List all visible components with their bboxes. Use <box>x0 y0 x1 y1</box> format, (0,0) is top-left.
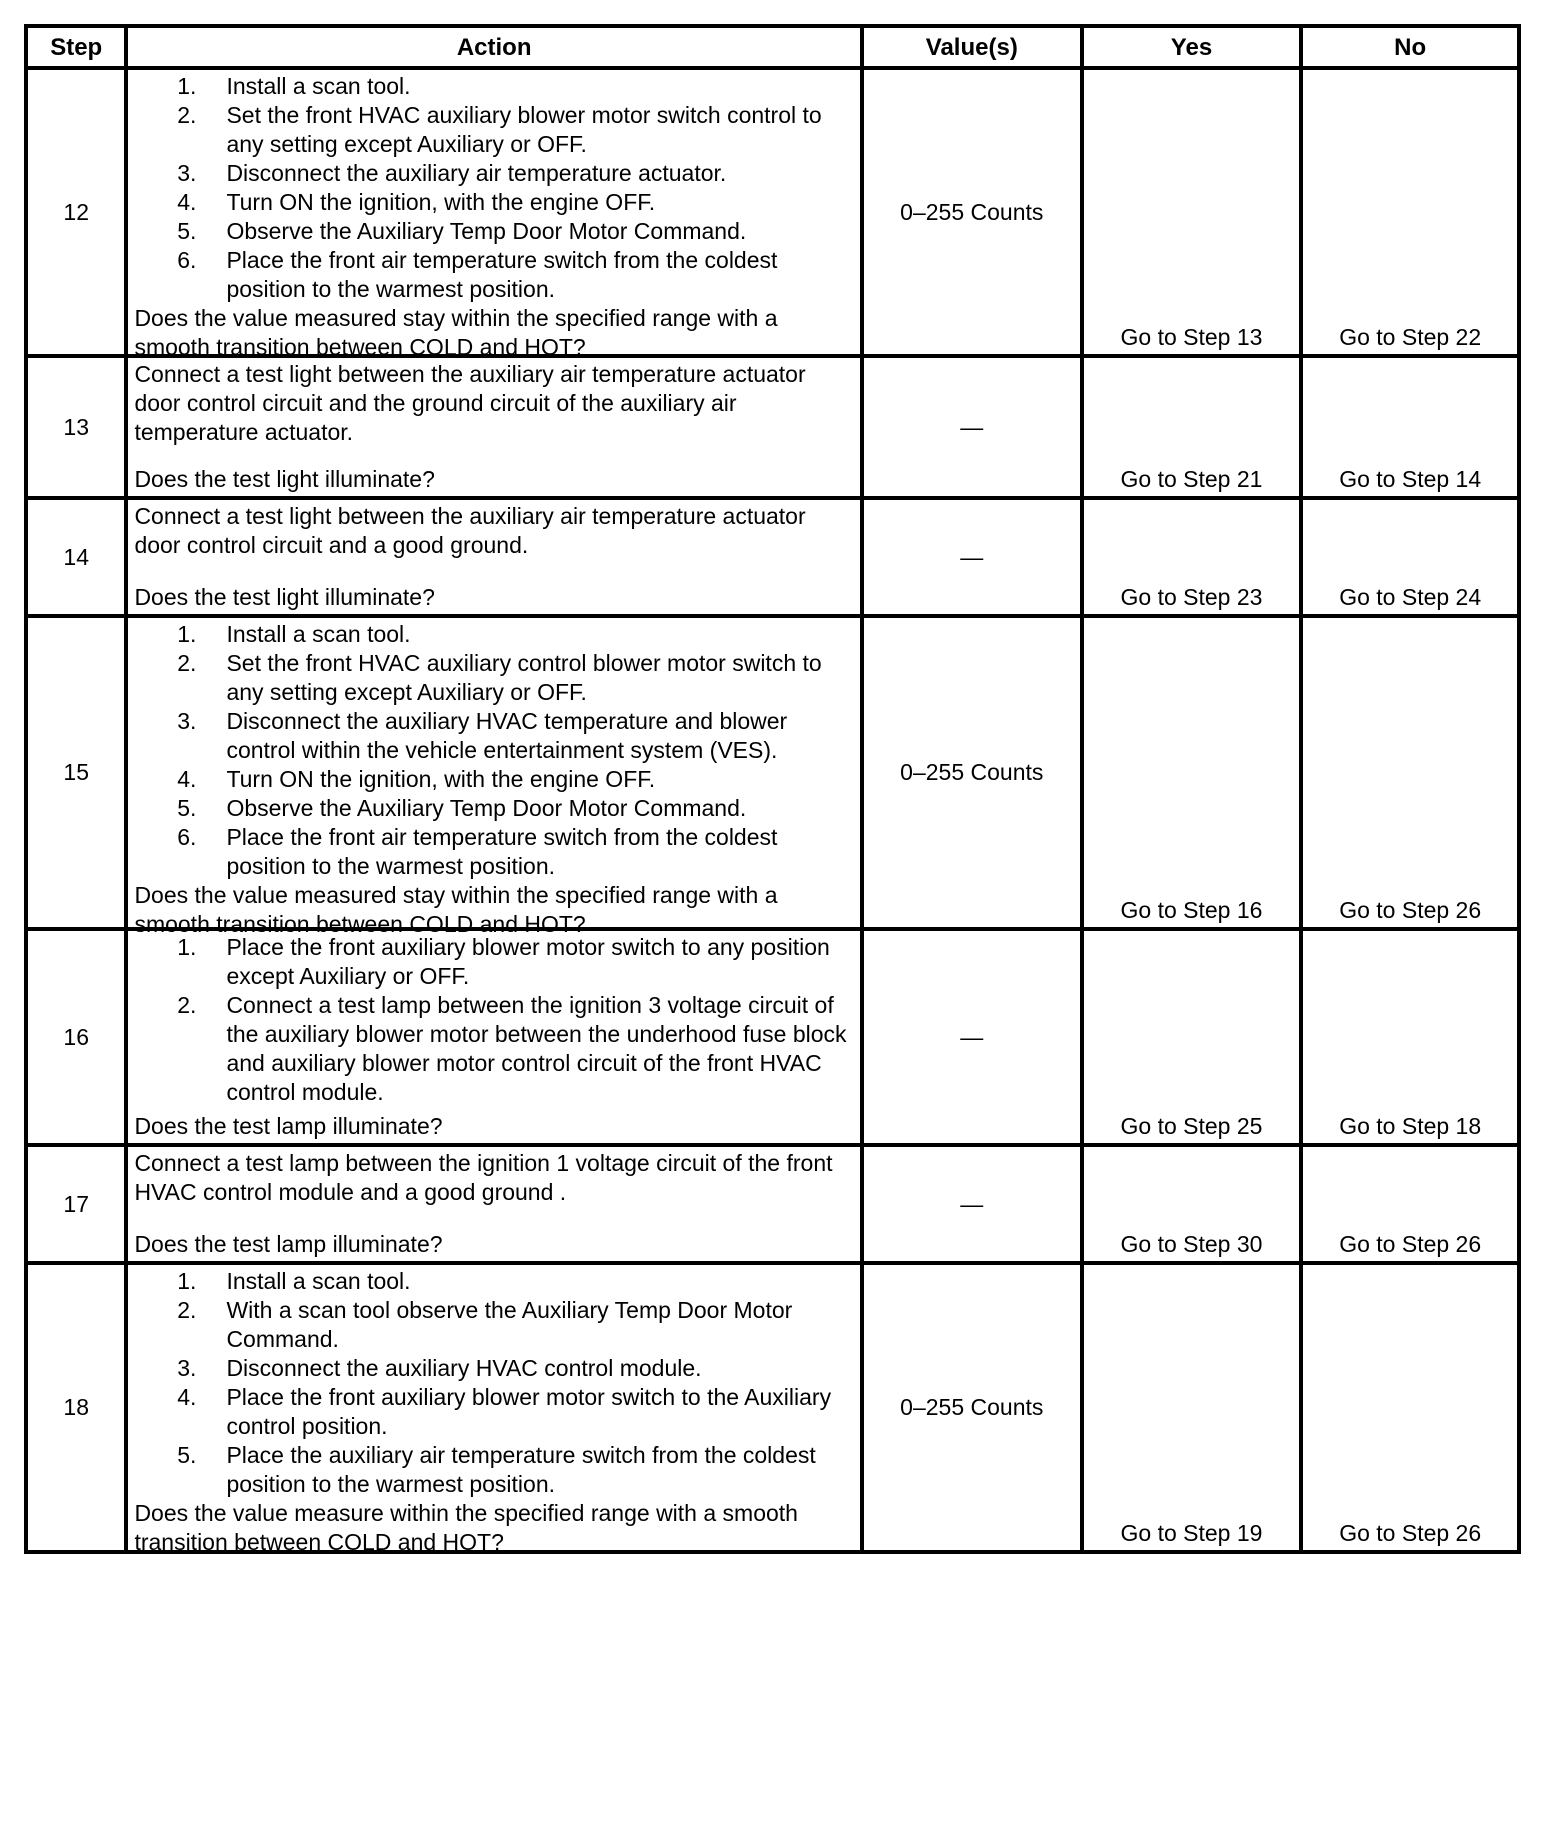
action-step-item <box>134 933 854 991</box>
action-instructions <box>134 1149 854 1207</box>
table-row <box>26 1263 1519 1552</box>
header-no: No <box>1301 26 1519 68</box>
action-question: Does the test lamp illuminate? <box>134 1113 443 1139</box>
step-number: 18 <box>26 1263 126 1552</box>
action-instructions <box>134 502 854 560</box>
action-step-item <box>134 1441 854 1499</box>
action-content <box>134 1267 854 1555</box>
action-step-item <box>134 649 854 707</box>
action-question: Does the value measured stay within the specified range with a smooth transition between COLD and HOT? <box>134 305 778 360</box>
action-step-item <box>134 72 854 101</box>
action-instructions <box>134 72 854 304</box>
action-step-number: 6. <box>177 247 197 273</box>
value-cell: 0–255 Counts <box>862 68 1082 356</box>
action-step-number: 1. <box>177 621 197 647</box>
value-cell: 0–255 Counts <box>862 616 1082 929</box>
action-step-list <box>134 72 854 304</box>
action-intro: Connect a test lamp between the ignition 1 voltage circuit of the front HVAC control module and a good ground . <box>134 1150 833 1205</box>
action-step-item <box>134 101 854 159</box>
action-step-text: Install a scan tool. <box>226 73 411 99</box>
action-step-text: Disconnect the auxiliary air temperature actuator. <box>226 160 727 186</box>
action-step-number: 1. <box>177 934 197 960</box>
action-step-text: Set the front HVAC auxiliary control blower motor switch to any setting except Auxiliary or OFF. <box>226 650 822 705</box>
action-step-item <box>134 1354 854 1383</box>
no-cell: Go to Step 26 <box>1301 1145 1519 1263</box>
action-step-item <box>134 188 854 217</box>
action-step-text: Turn ON the ignition, with the engine OFF. <box>226 189 656 215</box>
action-cell <box>126 929 862 1145</box>
action-cell <box>126 1145 862 1263</box>
action-step-number: 3. <box>177 708 197 734</box>
action-step-list <box>134 933 854 1107</box>
action-step-text: Observe the Auxiliary Temp Door Motor Command. <box>226 218 747 244</box>
value-cell: — <box>862 1145 1082 1263</box>
table-row <box>26 1145 1519 1263</box>
action-content <box>134 502 854 612</box>
diagnostic-table <box>24 24 1521 1554</box>
value-cell: — <box>862 498 1082 616</box>
step-number: 12 <box>26 68 126 356</box>
action-step-number: 2. <box>177 1297 197 1323</box>
header-row <box>26 26 1519 68</box>
action-cell <box>126 1263 862 1555</box>
action-question: Does the test lamp illuminate? <box>134 1231 443 1257</box>
action-content <box>134 1149 854 1259</box>
table-row <box>26 616 1519 929</box>
header-yes: Yes <box>1082 26 1302 68</box>
yes-cell: Go to Step 13 <box>1082 68 1302 356</box>
table-row <box>26 929 1519 1145</box>
action-step-number: 2. <box>177 102 197 128</box>
action-intro: Connect a test light between the auxiliary air temperature actuator door control circuit and a good ground. <box>134 503 806 558</box>
action-step-number: 6. <box>177 824 197 850</box>
no-cell: Go to Step 24 <box>1301 498 1519 616</box>
yes-cell: Go to Step 23 <box>1082 498 1302 616</box>
no-cell: Go to Step 22 <box>1301 68 1519 356</box>
action-step-number: 2. <box>177 650 197 676</box>
value-cell: — <box>862 929 1082 1145</box>
action-step-item <box>134 246 854 304</box>
action-instructions <box>134 620 854 881</box>
action-step-text: With a scan tool observe the Auxiliary Temp Door Motor Command. <box>226 1297 793 1352</box>
action-step-text: Place the front air temperature switch from the coldest position to the warmest position. <box>226 247 778 302</box>
action-cell <box>126 68 862 360</box>
step-number: 15 <box>26 616 126 929</box>
action-step-number: 1. <box>177 1268 197 1294</box>
action-instructions <box>134 1267 854 1499</box>
action-step-text: Install a scan tool. <box>226 1268 411 1294</box>
no-cell: Go to Step 14 <box>1301 356 1519 498</box>
action-step-item <box>134 620 854 649</box>
action-step-number: 2. <box>177 992 197 1018</box>
step-number: 17 <box>26 1145 126 1263</box>
action-content <box>134 72 854 360</box>
yes-cell: Go to Step 30 <box>1082 1145 1302 1263</box>
action-step-item <box>134 707 854 765</box>
action-step-text: Observe the Auxiliary Temp Door Motor Command. <box>226 795 747 821</box>
table-row <box>26 356 1519 498</box>
action-question: Does the value measure within the specified range with a smooth transition between COLD and HOT? <box>134 1500 798 1555</box>
value-cell: 0–255 Counts <box>862 1263 1082 1552</box>
action-step-text: Place the front auxiliary blower motor switch to the Auxiliary control position. <box>226 1384 832 1439</box>
action-step-number: 3. <box>177 1355 197 1381</box>
header-step: Step <box>26 26 126 68</box>
action-step-number: 4. <box>177 189 197 215</box>
action-content <box>134 933 854 1141</box>
header-values: Value(s) <box>862 26 1082 68</box>
no-cell: Go to Step 26 <box>1301 616 1519 929</box>
action-question: Does the test light illuminate? <box>134 466 435 492</box>
action-step-text: Connect a test lamp between the ignition 3 voltage circuit of the auxiliary blower motor between the underhood fuse block and auxiliary blower motor control circuit of the front HVAC control module. <box>226 992 847 1105</box>
action-step-list <box>134 1267 854 1499</box>
action-step-number: 3. <box>177 160 197 186</box>
action-step-item <box>134 1296 854 1354</box>
action-step-text: Turn ON the ignition, with the engine OFF. <box>226 766 656 792</box>
action-step-list <box>134 620 854 881</box>
action-step-number: 5. <box>177 218 197 244</box>
action-step-item <box>134 794 854 823</box>
yes-cell: Go to Step 21 <box>1082 356 1302 498</box>
action-cell <box>126 498 862 616</box>
action-cell <box>126 616 862 937</box>
action-step-number: 5. <box>177 795 197 821</box>
action-step-item <box>134 159 854 188</box>
action-step-text: Disconnect the auxiliary HVAC temperature and blower control within the vehicle entertainment system (VES). <box>226 708 788 763</box>
action-step-text: Set the front HVAC auxiliary blower motor switch control to any setting except Auxiliary or OFF. <box>226 102 822 157</box>
action-question: Does the test light illuminate? <box>134 584 435 610</box>
step-number: 13 <box>26 356 126 498</box>
action-step-item <box>134 765 854 794</box>
action-content <box>134 360 854 494</box>
yes-cell: Go to Step 16 <box>1082 616 1302 929</box>
action-step-item <box>134 1267 854 1296</box>
yes-cell: Go to Step 19 <box>1082 1263 1302 1552</box>
action-instructions <box>134 933 854 1107</box>
yes-cell: Go to Step 25 <box>1082 929 1302 1145</box>
action-step-number: 4. <box>177 766 197 792</box>
no-cell: Go to Step 18 <box>1301 929 1519 1145</box>
action-question: Does the value measured stay within the specified range with a smooth transition between COLD and HOT? <box>134 882 778 937</box>
action-intro: Connect a test light between the auxiliary air temperature actuator door control circuit and the ground circuit of the auxiliary air temperature actuator. <box>134 361 806 445</box>
action-step-text: Disconnect the auxiliary HVAC control module. <box>226 1355 702 1381</box>
table-row <box>26 498 1519 616</box>
action-step-number: 1. <box>177 73 197 99</box>
action-instructions <box>134 360 854 447</box>
action-step-text: Place the front air temperature switch from the coldest position to the warmest position. <box>226 824 778 879</box>
action-content <box>134 620 854 937</box>
action-step-number: 4. <box>177 1384 197 1410</box>
value-cell: — <box>862 356 1082 498</box>
action-step-text: Install a scan tool. <box>226 621 411 647</box>
action-step-number: 5. <box>177 1442 197 1468</box>
step-number: 16 <box>26 929 126 1145</box>
header-action: Action <box>126 26 862 68</box>
action-step-item <box>134 991 854 1107</box>
table-row <box>26 68 1519 356</box>
action-step-item <box>134 823 854 881</box>
action-step-text: Place the auxiliary air temperature switch from the coldest position to the warmest position. <box>226 1442 816 1497</box>
no-cell: Go to Step 26 <box>1301 1263 1519 1552</box>
action-step-item <box>134 1383 854 1441</box>
step-number: 14 <box>26 498 126 616</box>
action-step-text: Place the front auxiliary blower motor switch to any position except Auxiliary or OFF. <box>226 934 830 989</box>
action-cell <box>126 356 862 498</box>
action-step-item <box>134 217 854 246</box>
